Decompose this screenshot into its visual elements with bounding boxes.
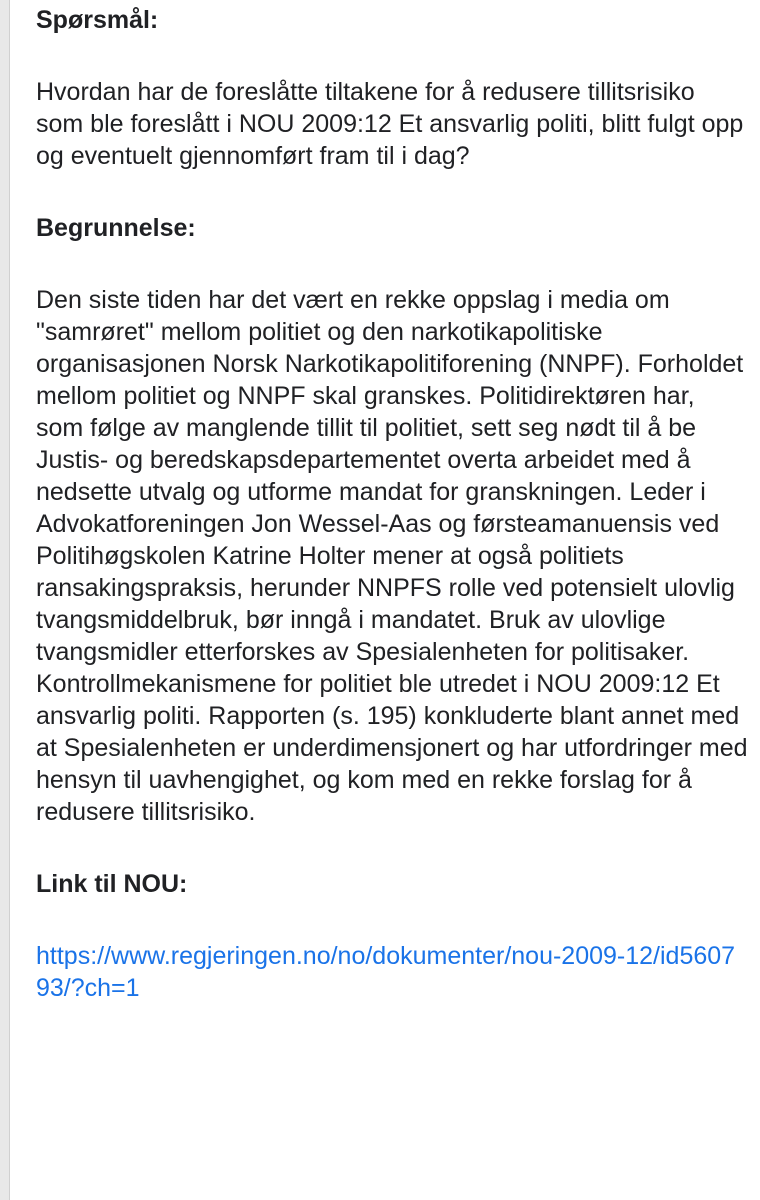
nou-link[interactable]: https://www.regjeringen.no/no/dokumenter/nou-2009-12/id560793/?ch=1 <box>36 942 736 1002</box>
rationale-text: Den siste tiden har det vært en rekke oppslag i media om "samrøret" mellom politiet og den narkotikapolitiske organisasjonen Norsk Narkotikapolitiforening (NNPF). Forholdet mellom politiet og NNPF skal granskes. Politidirektøren har, som følge av manglende tillit til politiet, sett seg nødt til å be Justis- og beredskapsdepartementet overta arbeidet med å nedsette utvalg og utforme mandat for granskningen. Leder i Advokatforeningen Jon Wessel-Aas og førsteamanuensis ved Politihøgskolen Katrine Holter mener at også politiets ransakingspraksis, herunder NNPFS rolle ved potensielt ulovlig tvangsmiddelbruk, bør inngå i mandatet. Bruk av ulovlige tvangsmidler etterforskes av Spesialenheten for politisaker. Kontrollmekanismene for politiet ble utredet i NOU 2009:12 Et ansvarlig politi. Rapporten (s. 195) konkluderte blant annet med at Spesialenheten er underdimensjonert og har utfordringer med hensyn til uavhengighet, og kom med en rekke forslag for å redusere tillitsrisiko. <box>36 286 748 826</box>
question-heading: Spørsmål: <box>36 6 159 34</box>
question-text: Hvordan har de foreslåtte tiltakene for å redusere tillitsrisiko som ble foreslått i NOU 2009:12 Et ansvarlig politi, blitt fulgt opp og eventuelt gjennomført fram til i dag? <box>36 78 744 170</box>
message-content <box>36 4 748 1004</box>
rationale-heading: Begrunnelse: <box>36 214 196 242</box>
left-border <box>0 0 10 1200</box>
link-heading: Link til NOU: <box>36 870 188 898</box>
